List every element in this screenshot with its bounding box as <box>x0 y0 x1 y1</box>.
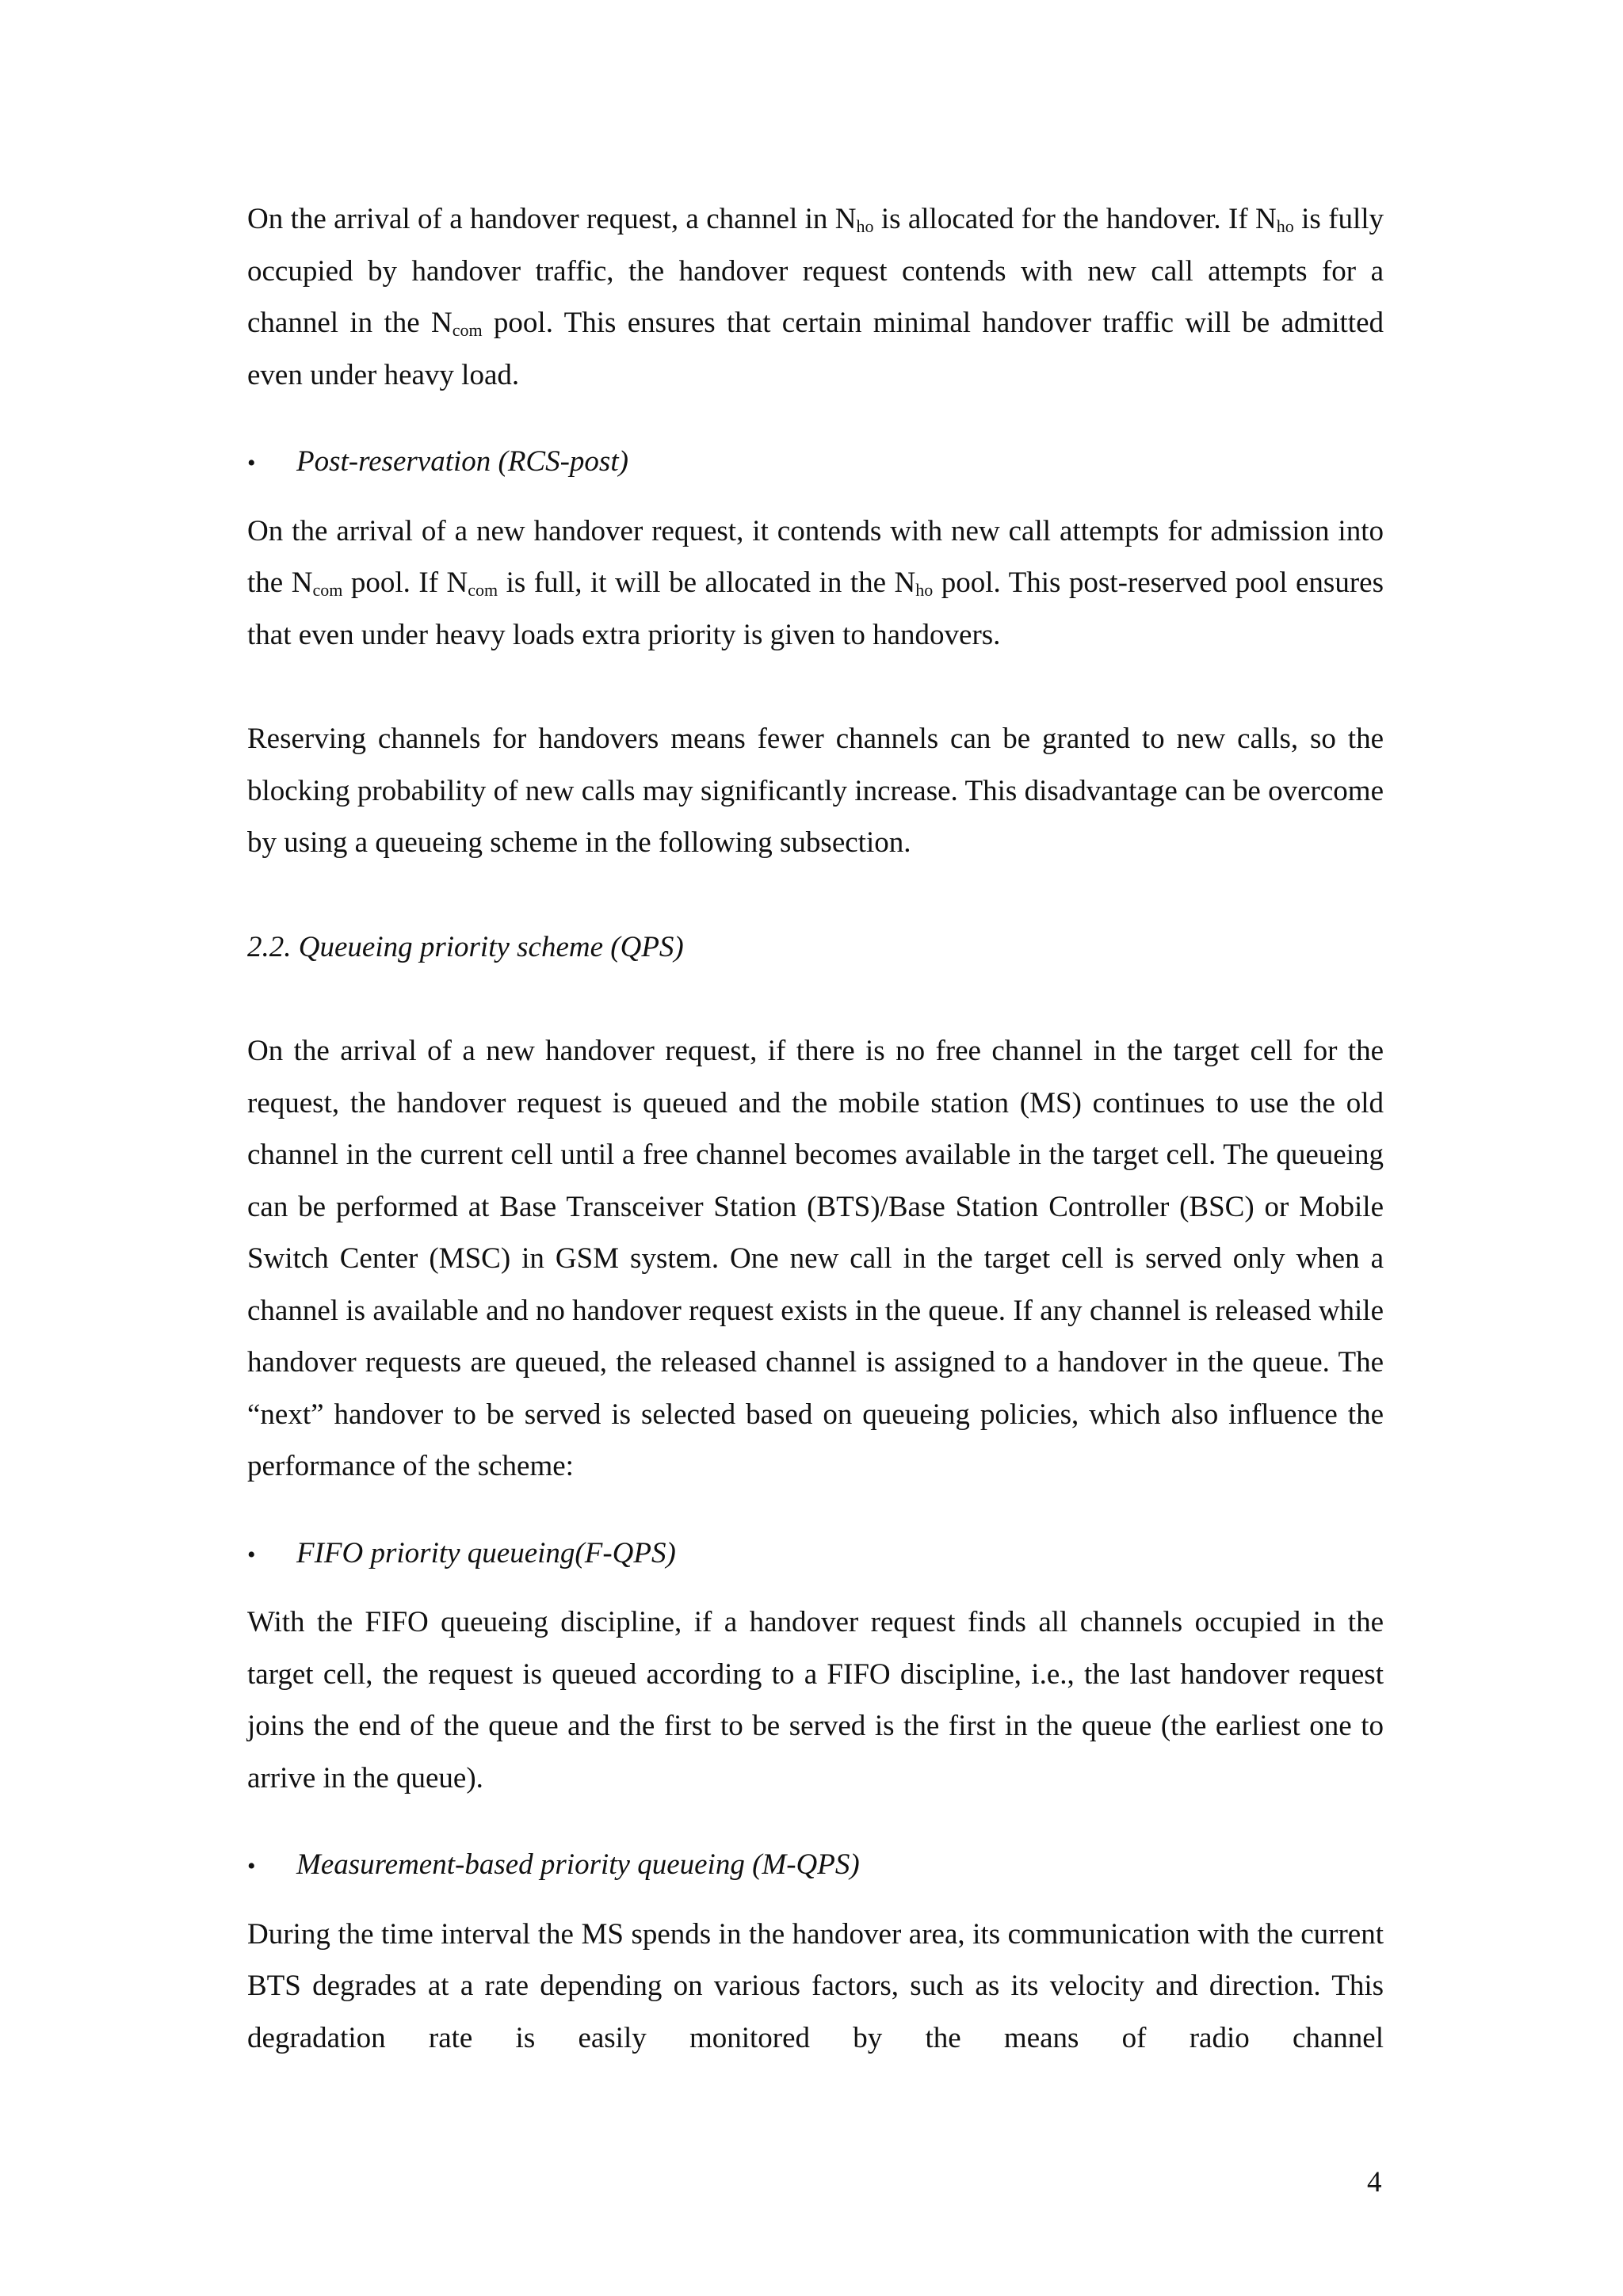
page-body <box>247 193 1384 2064</box>
paragraph-fifo: With the FIFO queueing discipline, if a handover request finds all channels occupied in the target cell, the request is queued according to a FIFO discipline, i.e., the last handover request joins the end of the queue and the first to be served is the first in the queue (the earliest one to arrive in the queue). <box>247 1606 1384 1794</box>
bullet-label: Measurement-based priority queueing (M-QPS) <box>296 1848 860 1881</box>
paragraph-reserving-channels: Reserving channels for handovers means fewer channels can be granted to new calls, so the blocking probability of new calls may significantly increase. This disadvantage can be overcome by using a queueing scheme in the following subsection. <box>247 723 1384 859</box>
bullet-dot-icon: • <box>247 1541 256 1568</box>
section-heading-qps: 2.2. Queueing priority scheme (QPS) <box>247 930 684 963</box>
bullet-fifo-queueing <box>247 1527 1384 1581</box>
bullet-dot-icon: • <box>247 450 256 476</box>
paragraph-measurement-based: During the time interval the MS spends in the handover area, its communication with the current BTS degrades at a rate depending on various factors, such as its velocity and direction. This degradation rate is easily monitored by the means of radio channel <box>247 1917 1384 2054</box>
bullet-dot-icon: • <box>247 1853 256 1879</box>
bullet-measurement-queueing <box>247 1839 1384 1893</box>
subscript-ho: ho <box>915 580 934 600</box>
subscript-com: com <box>468 580 498 600</box>
bullet-post-reservation <box>247 436 1384 490</box>
subscript-com: com <box>452 320 483 340</box>
subscript-ho: ho <box>856 216 874 236</box>
paragraph-qps-description: On the arrival of a new handover request, if there is no free channel in the target cell for the request, the handover request is queued and the mobile station (MS) continues to use the old channel in the current cell until a free channel becomes available in the target cell. The queueing can be performed at Base Transceiver Station (BTS)/Base Station Controller (BSC) or Mobile Switch Center (MSC) in GSM system. One new call in the target cell is served only when a channel is available and no handover request exists in the queue. If any channel is released while handover requests are queued, the released channel is assigned to a handover in the queue. The “next” handover to be served is selected based on queueing policies, which also influence the performance of the scheme: <box>247 1035 1384 1482</box>
page-number: 4 <box>1367 2166 1382 2199</box>
paragraph-post-reservation: On the arrival of a new handover request, it contends with new call attempts for admission into the $N_{com}$ pool. If $N_{com}$ is full, it will be allocated in the $N_{ho}$ pool. This post-reserved pool ensures that even under heavy loads extra priority is given to handovers. <box>247 514 1384 651</box>
bullet-label: Post-reservation (RCS-post) <box>296 445 628 478</box>
subscript-com: com <box>312 580 343 600</box>
subscript-ho: ho <box>1276 216 1294 236</box>
paragraph-handover-allocation: On the arrival of a handover request, a channel in $N_{ho}$ is allocated for the handover. If $N_{ho}$ is fully occupied by handover traffic, the handover request contends with new call attempts for a channel in the $N_{com}$ pool. This ensures that certain minimal handover traffic will be admitted even under heavy load. <box>247 203 1384 391</box>
bullet-label: FIFO priority queueing(F-QPS) <box>296 1536 676 1569</box>
